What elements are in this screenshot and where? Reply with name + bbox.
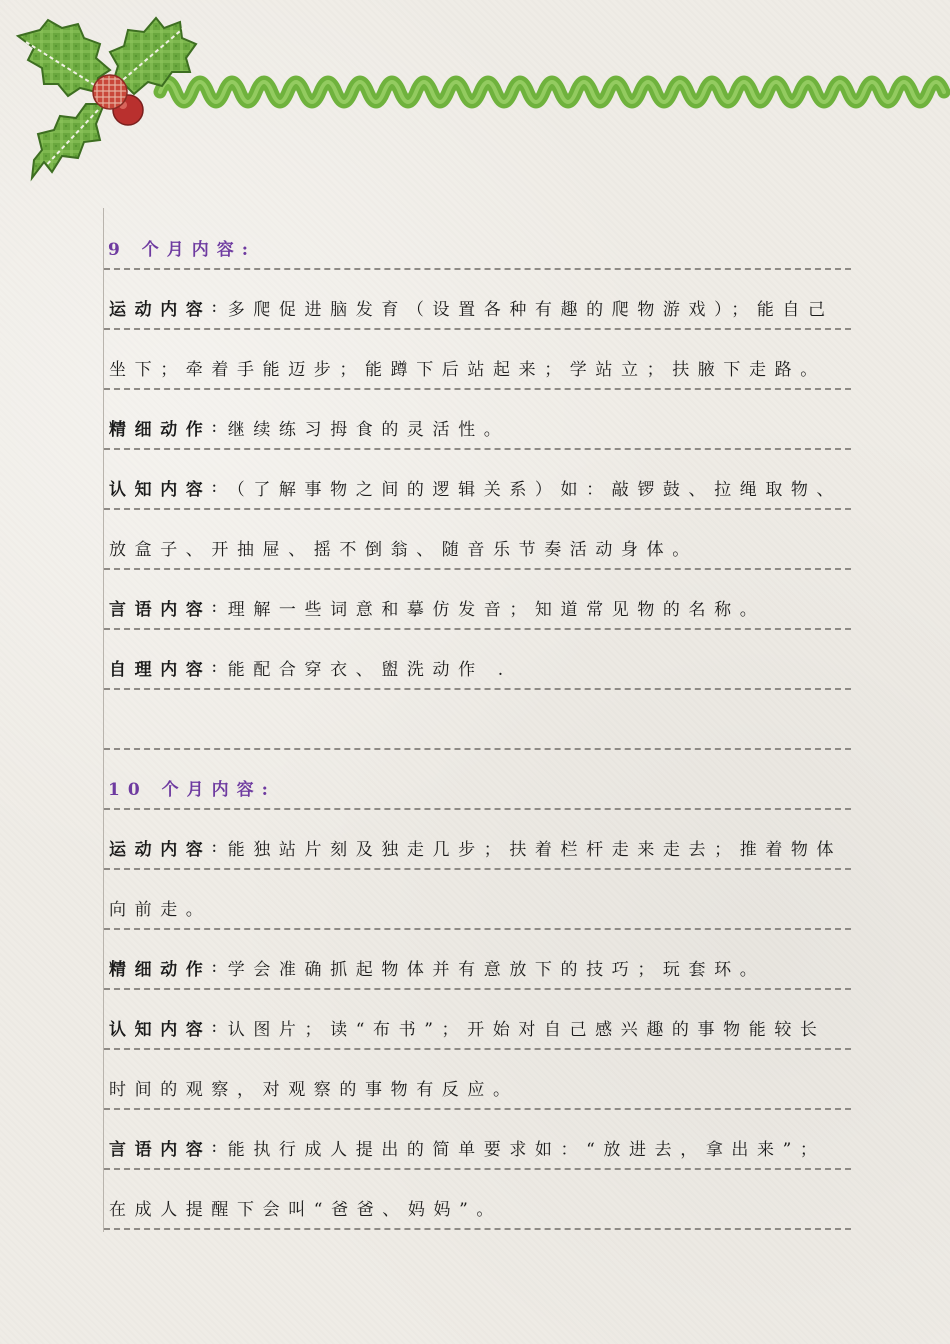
section-heading: 9 个月内容: — [104, 210, 851, 270]
item-text: 多爬促进脑发育（设置各种有趣的爬物游戏）；能自己 — [227, 299, 834, 320]
content-line — [104, 810, 851, 870]
content-line — [104, 390, 851, 450]
item-label: 认知内容 — [109, 1019, 212, 1040]
item-text: （了解事物之间的逻辑关系）如：敲锣鼓、拉绳取物、 — [227, 479, 843, 500]
content-line — [104, 270, 851, 330]
label-separator: : — [211, 957, 226, 977]
item-label: 言语内容 — [109, 1139, 212, 1160]
berry-icon — [93, 75, 127, 109]
content-line — [104, 870, 851, 930]
label-separator: : — [211, 1137, 226, 1157]
item-text: 能配合穿衣、盥洗动作 . — [227, 659, 512, 680]
label-separator: : — [211, 837, 226, 857]
item-text: 理解一些词意和摹仿发音；知道常见物的名称。 — [227, 599, 766, 620]
document-body — [104, 210, 851, 1230]
label-separator: : — [211, 297, 226, 317]
item-label: 运动内容 — [109, 299, 212, 320]
holly-decoration — [0, 0, 950, 200]
label-separator: : — [211, 477, 226, 497]
content-line — [104, 630, 851, 690]
blank-line — [104, 690, 851, 750]
item-label: 精细动作 — [109, 419, 212, 440]
item-text: 放盒子、开抽屉、摇不倒翁、随音乐节奏活动身体。 — [109, 539, 698, 560]
content-line — [104, 570, 851, 630]
content-line — [104, 930, 851, 990]
holly-leaf-icon — [32, 104, 104, 178]
item-text: 在成人提醒下会叫“爸爸、妈妈”。 — [109, 1199, 502, 1220]
item-text: 能执行成人提出的简单要求如：“放进去，拿出来”； — [227, 1139, 826, 1160]
content-line — [104, 1050, 851, 1110]
content-line — [104, 1170, 851, 1230]
item-text: 坐下；牵着手能迈步；能蹲下后站起来；学站立；扶腋下走路。 — [109, 359, 826, 380]
item-text: 能独站片刻及独走几步；扶着栏杆走来走去；推着物体 — [227, 839, 843, 860]
content-line — [104, 510, 851, 570]
label-separator: : — [211, 597, 226, 617]
section-heading: 10 个月内容: — [104, 750, 851, 810]
content-line — [104, 1110, 851, 1170]
label-separator: : — [211, 657, 226, 677]
label-separator: : — [211, 417, 226, 437]
item-text: 认图片；读“布书”；开始对自己感兴趣的事物能较长 — [227, 1019, 826, 1040]
content-line — [104, 990, 851, 1050]
content-line — [104, 330, 851, 390]
label-separator: : — [211, 1017, 226, 1037]
item-text: 学会准确抓起物体并有意放下的技巧；玩套环。 — [227, 959, 766, 980]
item-label: 精细动作 — [109, 959, 212, 980]
item-text: 向前走。 — [109, 899, 212, 920]
item-text: 时间的观察，对观察的事物有反应。 — [109, 1079, 519, 1100]
item-label: 言语内容 — [109, 599, 212, 620]
item-text: 继续练习拇食的灵活性。 — [227, 419, 510, 440]
item-label: 认知内容 — [109, 479, 212, 500]
item-label: 运动内容 — [109, 839, 212, 860]
content-line — [104, 450, 851, 510]
item-label: 自理内容 — [109, 659, 212, 680]
